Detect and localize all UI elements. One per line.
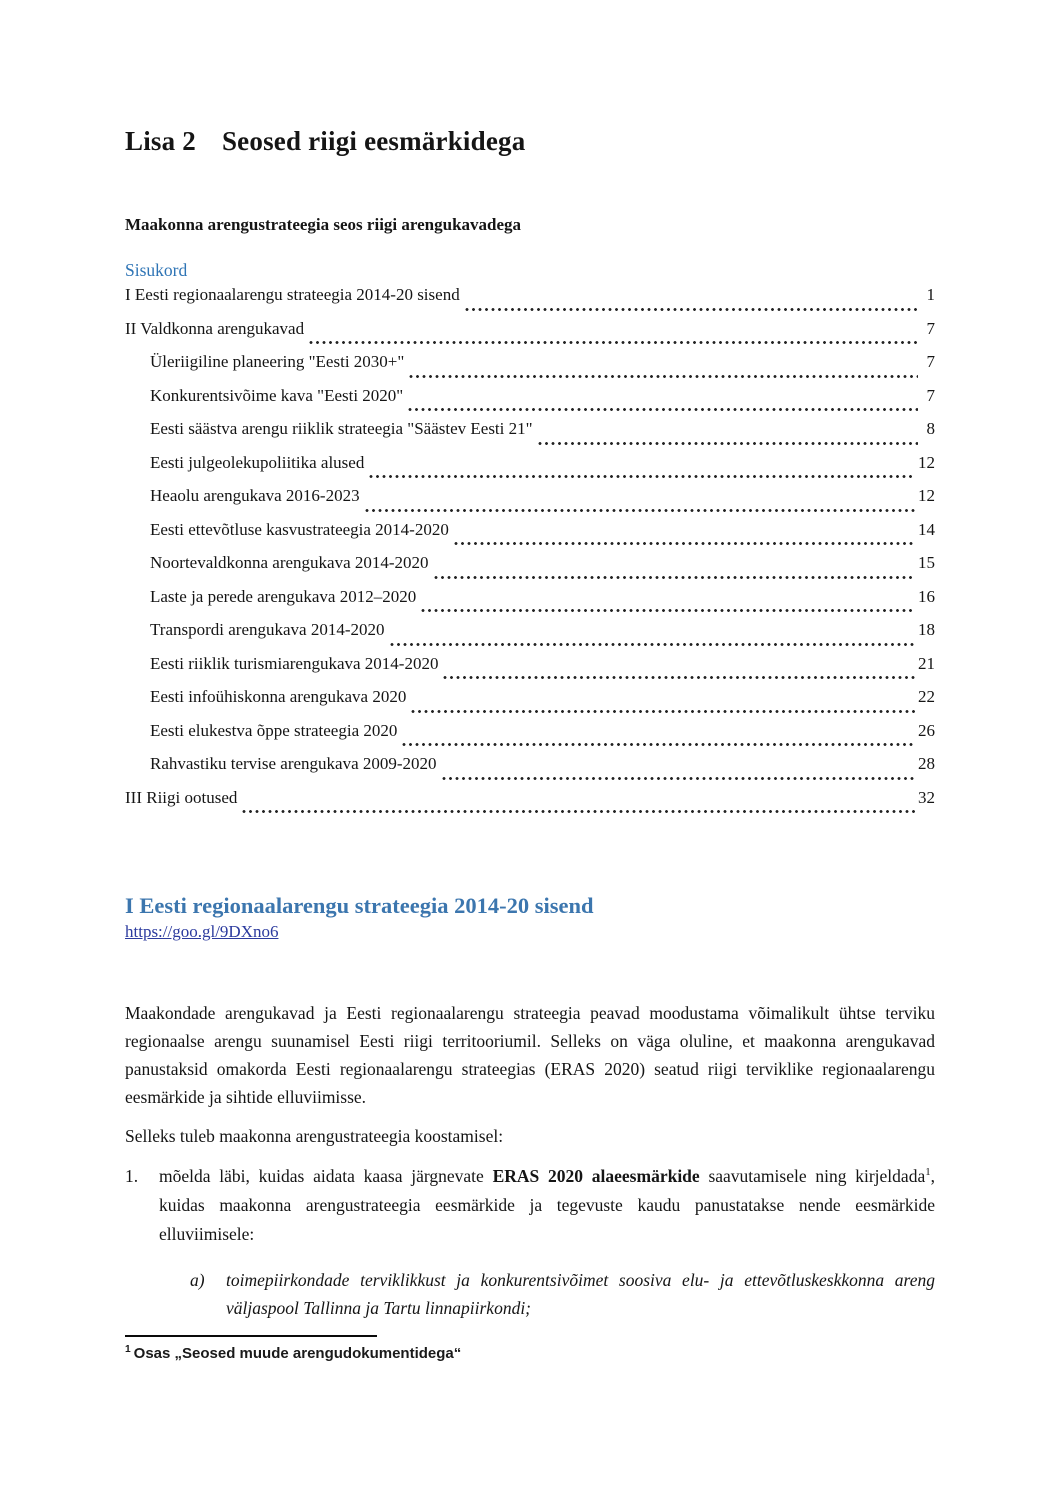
sub-item-marker: a)	[190, 1270, 205, 1290]
body-paragraph-2: Selleks tuleb maakonna arengustrateegia koostamisel:	[125, 1126, 504, 1146]
document-subtitle: Maakonna arengustrateegia seos riigi arengukavadega	[125, 215, 522, 234]
toc-entry-label: II Valdkonna arengukavad	[125, 318, 305, 338]
page-title-text: Seosed riigi eesmärkidega	[221, 126, 526, 156]
footnote	[125, 1344, 935, 1362]
toc-dot-leader	[434, 574, 915, 581]
toc-entry[interactable]	[125, 620, 935, 654]
toc-entry-label: Transpordi arengukava 2014-2020	[150, 620, 385, 639]
page-title-prefix: Lisa 2	[125, 126, 196, 156]
toc-dot-leader	[402, 741, 915, 748]
toc-page-number: 7	[926, 318, 935, 338]
toc-entry-label: Heaolu arengukava 2016-2023	[150, 486, 360, 505]
toc-entry[interactable]	[125, 453, 935, 487]
toc-page-number: 7	[926, 352, 935, 371]
numbered-list-item-1	[125, 1162, 935, 1249]
toc-entry[interactable]	[125, 285, 935, 319]
toc-entry[interactable]	[125, 553, 935, 587]
toc-entry[interactable]	[125, 486, 935, 520]
footnote-reference: 1	[925, 1166, 931, 1179]
toc-page-number: 12	[918, 452, 935, 472]
toc-entry-label: III Riigi ootused	[125, 787, 238, 807]
sub-item-text: toimepiirkondade terviklikkust ja konkurentsivõimet soosiva elu- ja ettevõtluskeskkonna areng väljaspool Tallinna ja Tartu linnapiirkondi;	[226, 1270, 935, 1318]
toc-entry-label: Eesti julgeolekupoliitika alused	[150, 452, 365, 472]
toc-dot-leader	[454, 540, 915, 547]
footnote-text: Osas „Seosed muude arengudokumentidega“	[133, 1345, 462, 1362]
toc-entry[interactable]	[125, 754, 935, 788]
toc-entry[interactable]	[125, 319, 935, 353]
list-item-text-before-bold: mõelda läbi, kuidas aidata kaasa järgnevate	[159, 1166, 493, 1186]
toc-entry[interactable]	[125, 520, 935, 554]
page-title	[125, 126, 935, 157]
toc-entry-label: Noortevaldkonna arengukava 2014-2020	[150, 553, 429, 572]
toc-dot-leader	[365, 507, 915, 514]
toc-page-number: 7	[926, 385, 935, 405]
toc-dot-leader	[390, 641, 916, 648]
sub-list-item-a	[190, 1266, 935, 1322]
toc-page-number: 16	[918, 586, 935, 606]
toc-entry-label: Eesti säästva arengu riiklik strateegia "Säästev Eesti 21"	[150, 419, 533, 438]
toc-page-number: 12	[918, 486, 935, 505]
toc-entry-label: Konkurentsivõime kava "Eesti 2020"	[150, 385, 404, 405]
toc-entry-label: I Eesti regionaalarengu strateegia 2014-20 sisend	[125, 285, 460, 304]
toc-dot-leader	[369, 473, 915, 480]
toc-entry-label: Eesti riiklik turismiarengukava 2014-2020	[150, 653, 439, 673]
list-item-text-after-bold: saavutamisele ning kirjeldada	[699, 1166, 926, 1186]
toc-entry-label: Laste ja perede arengukava 2012–2020	[150, 586, 417, 606]
toc-entry-label: Eesti infoühiskonna arengukava 2020	[150, 687, 407, 706]
toc-dot-leader	[465, 306, 918, 313]
list-item-bold-phrase: ERAS 2020 alaeesmärkide	[492, 1166, 700, 1186]
toc-entry[interactable]	[125, 788, 935, 822]
toc-dot-leader	[242, 808, 915, 815]
toc-list	[125, 285, 935, 821]
toc-page-number: 22	[918, 687, 935, 706]
toc-entry[interactable]	[125, 419, 935, 453]
toc-page-number: 15	[918, 553, 935, 572]
toc-entry-label: Eesti elukestva õppe strateegia 2020	[150, 720, 398, 740]
section-hyperlink[interactable]: https://goo.gl/9DXno6	[125, 922, 279, 941]
toc-entry[interactable]	[125, 352, 935, 386]
toc-page-number: 8	[926, 419, 935, 438]
toc-entry-label: Üleriigiline planeering "Eesti 2030+"	[150, 352, 405, 371]
footnote-separator	[125, 1335, 377, 1337]
toc-dot-leader	[442, 775, 915, 782]
toc-page-number: 26	[918, 720, 935, 740]
footnote-area	[125, 1335, 935, 1362]
list-item-text	[159, 1162, 935, 1249]
list-item-text-rest: , kuidas maakonna arengustrateegia eesmärkide ja tegevuste kaudu panustatakse nende eesmärkide elluviimisele:	[159, 1166, 936, 1244]
toc-dot-leader	[409, 373, 918, 380]
toc-dot-leader	[421, 607, 915, 614]
list-item-number: 1.	[125, 1166, 139, 1186]
toc-dot-leader	[443, 674, 915, 681]
toc-page-number: 14	[918, 519, 935, 539]
toc-entry[interactable]	[125, 721, 935, 755]
toc-entry[interactable]	[125, 587, 935, 621]
toc-page-number: 28	[918, 754, 935, 773]
toc-heading: Sisukord	[125, 260, 188, 280]
toc-entry[interactable]	[125, 687, 935, 721]
toc-entry-label: Rahvastiku tervise arengukava 2009-2020	[150, 754, 437, 773]
toc-entry[interactable]	[125, 386, 935, 420]
toc-dot-leader	[538, 440, 918, 447]
toc-dot-leader	[309, 339, 918, 346]
toc-entry-label: Eesti ettevõtluse kasvustrateegia 2014-2020	[150, 519, 449, 539]
toc-page-number: 21	[918, 653, 935, 673]
toc-dot-leader	[408, 406, 918, 413]
toc-page-number: 18	[918, 620, 935, 639]
toc-page-number: 32	[918, 787, 935, 807]
body-paragraph-1: Maakondade arengukavad ja Eesti regionaalarengu strateegia peavad moodustama võimalikult ühtse terviku regionaalse arengu suunamisel Eesti riigi territooriumil. Selleks on väga oluline, et maakonna arengukavad panustaksid omakorda Eesti regionaalarengu strateegias (ERAS 2020) seatud riigi terviklike regionaalarengu eesmärkide ja sihtide elluviimisse.	[125, 1003, 935, 1107]
toc-page-number: 1	[926, 285, 935, 304]
toc-entry[interactable]	[125, 654, 935, 688]
toc-dot-leader	[411, 708, 915, 715]
footnote-marker: 1	[125, 1344, 131, 1355]
document-content	[125, 0, 935, 1322]
section-heading: I Eesti regionaalarengu strateegia 2014-20 sisend	[125, 893, 594, 918]
